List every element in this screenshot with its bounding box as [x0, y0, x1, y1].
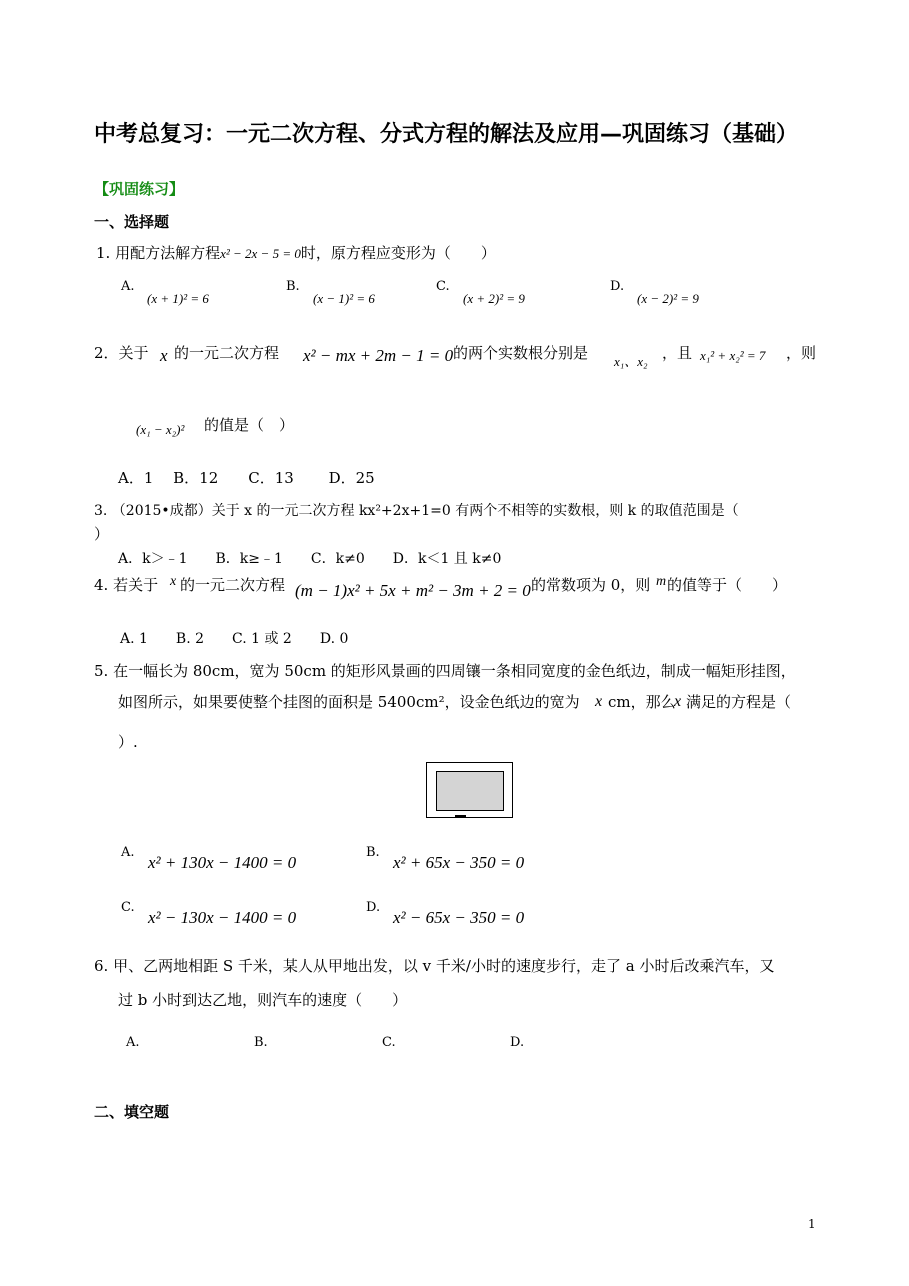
- q6-option-a: A.: [126, 1035, 140, 1050]
- q4-options: A. 1 B. 2 C. 1 或 2 D. 0: [120, 631, 349, 647]
- q1-prefix: 1. 用配方法解方程: [96, 244, 221, 262]
- q2-condition: x₁² + x₂² = 7: [700, 348, 766, 363]
- q5-option-b: x² + 65x − 350 = 0: [393, 853, 525, 872]
- q2-roots: x₁、x₂: [614, 354, 648, 369]
- q4-part4: 的值等于（ ）: [667, 576, 788, 594]
- q2-expression: (x₁ − x₂)²: [136, 422, 185, 437]
- q1-option-b: (x − 1)² = 6: [313, 291, 375, 306]
- q2-part5: ，则: [786, 344, 817, 362]
- question-1: [96, 242, 496, 263]
- q1-option-b-label: B.: [286, 279, 300, 294]
- practice-heading: 【巩固练习】: [94, 180, 185, 198]
- q6-line1: 6. 甲、乙两地相距 S 千米，某人从甲地出发，以 v 千米/小时的速度步行，走了 a 小时后改乘汽车，又: [94, 957, 775, 975]
- q5-variable-2: x: [674, 693, 682, 710]
- q5-line2c: 满足的方程是（: [686, 693, 792, 711]
- q2-part3: 的两个实数根分别是: [453, 344, 589, 362]
- q4-variable: x: [170, 574, 177, 589]
- q6-option-d: D.: [510, 1035, 525, 1050]
- q5-option-d-label: D.: [366, 900, 381, 915]
- q5-option-a: x² + 130x − 1400 = 0: [148, 853, 297, 872]
- q5-option-c: x² − 130x − 1400 = 0: [148, 908, 297, 927]
- q5-option-a-label: A.: [121, 845, 135, 860]
- q3-line2: ）: [94, 525, 110, 543]
- q3-line1: 3. （2015•成都）关于 x 的一元二次方程 kx²+2x+1=0 有两个不相等的实数根，则 k 的取值范围是（: [94, 503, 739, 519]
- page-number: 1: [808, 1217, 816, 1231]
- q3-options: A．k＞﹣1 B．k≥﹣1 C．k≠0 D．k＜1 且 k≠0: [118, 551, 502, 567]
- q5-variable: x: [595, 693, 603, 710]
- q5-option-b-label: B.: [366, 845, 380, 860]
- q2-part1: 2．关于: [94, 344, 149, 362]
- q5-option-c-label: C.: [121, 900, 135, 915]
- q2-part6: 的值是（ ）: [204, 416, 295, 434]
- q1-option-d-label: D.: [610, 279, 625, 294]
- q2-equation: x² − mx + 2m − 1 = 0: [303, 346, 454, 365]
- q4-equation: (m − 1)x² + 5x + m² − 3m + 2 = 0: [295, 581, 531, 600]
- framed-picture-figure: [426, 762, 513, 818]
- section-fill-heading: 二、填空题: [94, 1103, 170, 1121]
- q1-option-a: (x + 1)² = 6: [147, 291, 209, 306]
- q2-part4: ，且: [662, 344, 693, 362]
- picture-inner-rectangle: [436, 771, 504, 811]
- q1-option-c: (x + 2)² = 9: [463, 291, 525, 306]
- q5-line2a: 如图所示，如果要使整个挂图的面积是 5400cm²，设金色纸边的宽为: [118, 693, 580, 711]
- q5-option-d: x² − 65x − 350 = 0: [393, 908, 525, 927]
- q2-options: A．1 B．12 C．13 D．25: [118, 469, 375, 487]
- q1-equation: x² − 2x − 5 = 0: [220, 246, 301, 261]
- q6-line2: 过 b 小时到达乙地，则汽车的速度（ ）: [118, 991, 408, 1009]
- q1-option-c-label: C.: [436, 279, 450, 294]
- q1-option-a-label: A.: [121, 279, 135, 294]
- q1-option-d: (x − 2)² = 9: [637, 291, 699, 306]
- figure-bottom-tick: [455, 815, 466, 817]
- q2-variable: x: [160, 346, 168, 365]
- q1-suffix: 时，原方程应变形为（ ）: [300, 244, 496, 262]
- q5-line3: ）.: [118, 733, 138, 751]
- q5-line2b: cm，那么: [608, 693, 676, 711]
- q4-part2: 的一元二次方程: [180, 576, 286, 594]
- section-choice-heading: 一、选择题: [94, 213, 170, 231]
- q5-line1: 5. 在一幅长为 80cm，宽为 50cm 的矩形风景画的四周镶一条相同宽度的金色纸边，制成一幅矩形挂图，: [94, 662, 796, 680]
- q4-part1: 4. 若关于: [94, 576, 159, 594]
- q6-option-c: C.: [382, 1035, 396, 1050]
- document-title: 中考总复习：一元二次方程、分式方程的解法及应用—巩固练习（基础）: [94, 122, 799, 147]
- q2-part2: 的一元二次方程: [174, 344, 280, 362]
- q6-option-b: B.: [254, 1035, 268, 1050]
- q4-part3: 的常数项为 0，则: [531, 576, 651, 594]
- q4-variable-m: m: [656, 574, 667, 589]
